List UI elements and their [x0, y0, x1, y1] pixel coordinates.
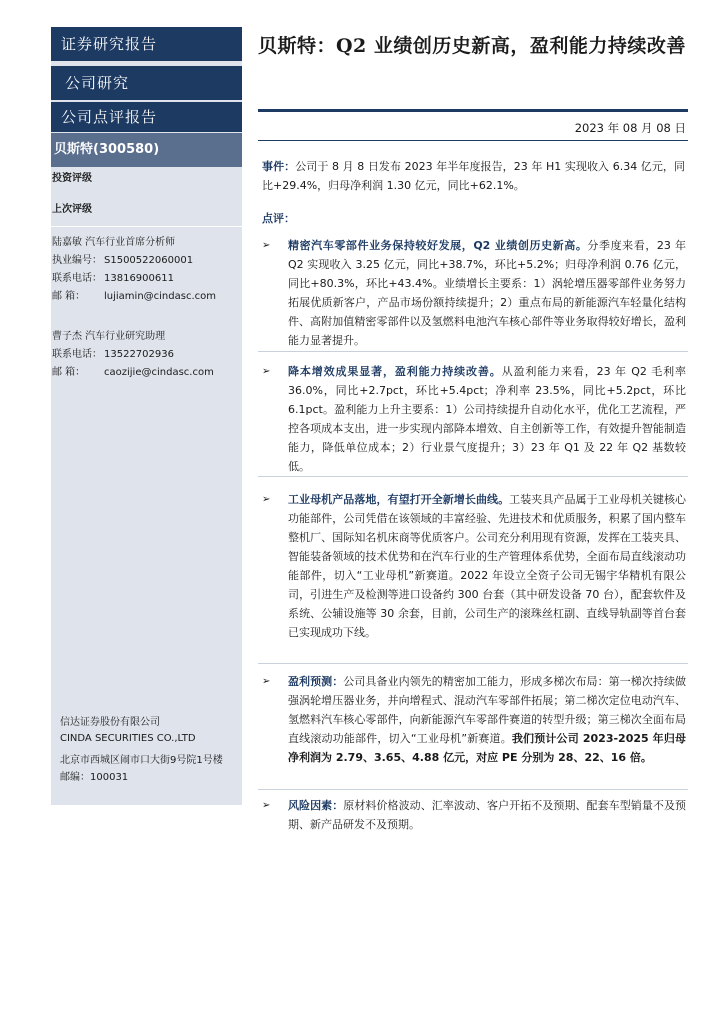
section-divider: [258, 476, 688, 477]
sidebar-divider: [51, 226, 242, 227]
arrow-bullet-icon: ➢: [262, 240, 271, 251]
arrow-bullet-icon: ➢: [262, 800, 271, 811]
comment-heading: 点评：: [262, 212, 295, 225]
analyst-1-license: 执业编号： S1500522060001: [52, 255, 194, 266]
company-ticker: 贝斯特(300580): [51, 133, 242, 167]
date-rule: [258, 140, 688, 141]
sidebar: [51, 27, 242, 805]
report-date: 2023 年 08 月 08 日: [574, 121, 686, 135]
firm-address: 北京市西城区闹市口大街9号院1号楼: [60, 755, 223, 766]
bullet-point: ➢ 盈利预测：公司具备业内领先的精密加工能力，形成多梯次布局：第一梯次持续做强涡轮增压器业务，并向增程式、混动汽车零部件拓展；第二梯次定位电动汽车、氢燃料汽车核心零部件，向新能源汽车零部件赛道的转型升级；第三梯次全面布局直线滚动功能部件，切入“工业母机”新赛道。我们预计公司 2023-2025 年归母净利润为 2.79、3.65、4.88 亿元，对应 PE 分别为 28、22、16 倍。: [262, 672, 686, 767]
firm-postal: 邮编：100031: [60, 772, 129, 783]
section-divider: [258, 351, 688, 352]
event-paragraph: 事件：公司于 8 月 8 日发布 2023 年半年度报告，23 年 H1 实现收入 6.34 亿元，同比+29.4%，归母净利润 1.30 亿元，同比+62.1%。: [262, 160, 685, 192]
rating-label: 投资评级: [52, 173, 92, 184]
research-type-band: 公司研究: [51, 66, 242, 100]
firm-name-en: CINDA SECURITIES CO.,LTD: [60, 733, 196, 744]
bullet-point: ➢ 风险因素：原材料价格波动、汇率波动、客户开拓不及预期、配套车型销量不及预期、新产品研发不及预期。: [262, 796, 686, 834]
arrow-bullet-icon: ➢: [262, 366, 271, 377]
report-type-band: 证券研究报告: [51, 27, 242, 61]
bullet-point: ➢ 工业母机产品落地，有望打开全新增长曲线。工装夹具产品属于工业母机关键核心功能部件，公司凭借在该领域的丰富经验、先进技术和优质服务，积累了国内整车整机厂、国际知名机床商等优质客户。公司充分利用现有资源，发挥在工装夹具、智能装备领域的技术优势和在汽车行业的生产管理体系优势，全面布局直线滚动功能部件，切入“工业母机”新赛道。2022 年设立全资子公司无锡宇华精机有限公司，引进生产及检测等进口设备约 300 台套（其中研发设备 70 台），配套软件及系统、公辅设施等 30 余套，目前，公司生产的滚珠丝杠副、直线导轨副等首台套已实现成功下线。: [262, 490, 686, 642]
bullet-point: ➢ 降本增效成果显著，盈利能力持续改善。从盈利能力来看，23 年 Q2 毛利率 36.0%，同比+2.7pct，环比+5.4pct；净利率 23.5%，同比+5.2pct，环比 6.1pct。盈利能力上升主要系：1）公司持续提升自动化水平，优化工艺流程，严控各项成本支出，进一步实现内部降本增效、自主创新等工作，有效提升智能制造能力，降低单位成本；2）行业景气度提升；3）23 年 Q1 及 22 年 Q2 基数较低。: [262, 362, 686, 476]
analyst-2-phone: 联系电话： 13522702936: [52, 349, 174, 360]
title-rule: [258, 109, 688, 112]
report-subtype-band: 公司点评报告: [51, 102, 242, 132]
arrow-bullet-icon: ➢: [262, 494, 271, 505]
section-divider: [258, 789, 688, 790]
analyst-2-name: 曹子杰 汽车行业研究助理: [52, 331, 166, 342]
analyst-1-phone: 联系电话： 13816900611: [52, 273, 174, 284]
bullet-point: ➢ 精密汽车零部件业务保持较好发展，Q2 业绩创历史新高。分季度来看，23 年 Q2 实现收入 3.25 亿元，同比+38.7%，环比+5.2%；归母净利润 0.76 亿元，同比+80.3%，环比+43.4%。业绩增长主要系：1）涡轮增压器零部件业务努力拓展优质新客户，产品市场份额持续提升；2）重点布局的新能源汽车轻量化结构件、高附加值精密零部件以及氢燃料电池汽车核心部件等业务取得较好增长，盈利能力显著提升。: [262, 236, 686, 350]
analyst-2-email[interactable]: 邮 箱： caozijie@cindasc.com: [52, 367, 214, 378]
analyst-1-name: 陆嘉敏 汽车行业首席分析师: [52, 237, 176, 248]
arrow-bullet-icon: ➢: [262, 676, 271, 687]
section-divider: [258, 663, 688, 664]
prev-rating-label: 上次评级: [52, 204, 92, 215]
firm-name-cn: 信达证券股份有限公司: [60, 717, 160, 728]
analyst-1-email[interactable]: 邮 箱： lujiamin@cindasc.com: [52, 291, 216, 302]
report-title: 贝斯特：Q2 业绩创历史新高，盈利能力持续改善: [258, 35, 686, 57]
